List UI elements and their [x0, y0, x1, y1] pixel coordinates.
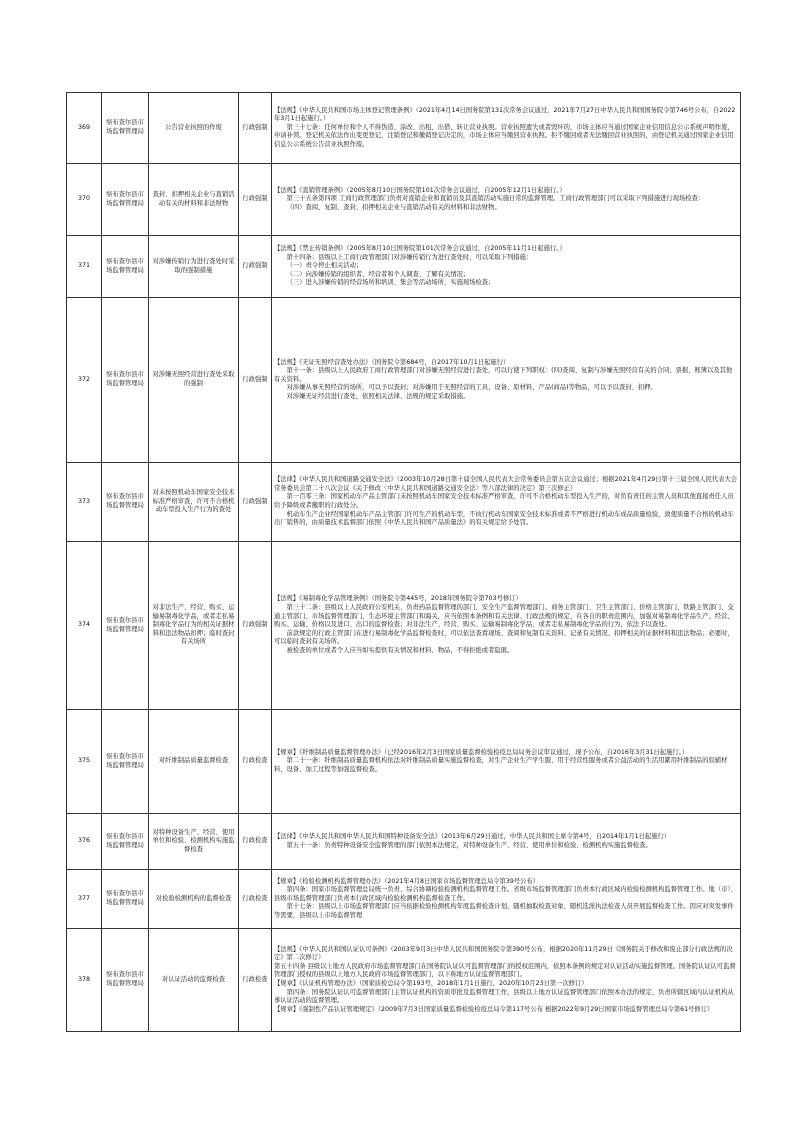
basis-paragraph: 【法规】《直销管理条例》（2005年8月10日国务院第101次常务会议通过，自2005年12月1日起施行。） [274, 186, 566, 194]
power-item-cell: 查封、扣押相关企业与直销活动有关的材料和非法财物 [149, 164, 239, 236]
basis-paragraph: 第十四条：县级以上工商行政管理部门对涉嫌传销行为进行查处时，可以采取下列措施： [286, 253, 533, 261]
power-item-cell: 对纤维制品质量监督检查 [149, 710, 239, 814]
legal-basis-cell [272, 710, 741, 814]
department-cell: 察布查尔县市场监督管理局 [102, 929, 149, 1032]
legal-basis-cell [272, 870, 741, 929]
basis-paragraph: 【规章】《强制性产品认证管理规定》（2009年7月3日国家质量监督检验检疫总局令第117号公布 根据2022年9月29日国家市场监督管理总局令第61号修订） [274, 1005, 714, 1013]
power-type-cell: 行政强制 [239, 542, 272, 710]
row-number: 371 [67, 236, 102, 298]
table-row [67, 298, 741, 463]
basis-paragraph: 【法规】《中华人民共和国认证认可条例》（2003年9月3日中华人民共和国国务院令第390号公布，根据2020年11月29日《国务院关于修改和废止部分行政法规的决定》第二次修订） [274, 945, 733, 962]
basis-paragraph: 第四条：国务院认证认可监督管理部门主管认证机构的资质审批及监督管理工作，县级以上地方认证监督管理部门依照本办法的规定，负责所辖区域内认证机构从事认证活动的监督管理。 [274, 988, 734, 1005]
department-cell: 察布查尔县市场监督管理局 [102, 710, 149, 814]
row-number: 378 [67, 929, 102, 1032]
legal-basis-cell [272, 93, 741, 164]
basis-paragraph: 【法规】《中华人民共和国市场主体登记管理条例》（2021年4月14日国务院第131次常务会议通过，2021年7月27日中华人民共和国国务院令第746号公布，自2022年3月1日起施行。） [274, 106, 736, 123]
department-cell: 察布查尔县市场监督管理局 [102, 870, 149, 929]
row-number: 375 [67, 710, 102, 814]
power-item-cell: 公告营业执照的作废 [149, 93, 239, 164]
basis-paragraph: （四）查阅、复制、查封、扣押相关企业与直销活动有关的材料和非法财物。 [286, 203, 501, 211]
power-type-cell: 行政强制 [239, 298, 272, 463]
basis-paragraph: 被检查的单位或者个人应当如实提供有关情况和材料、物品，不得拒绝或者隐匿。 [286, 646, 514, 654]
basis-paragraph: 第三十七条：任何单位和个人不得伪造、涂改、出租、出借、转让营业执照。营业执照遗失或者毁坏的，市场主体应当通过国家企业信用信息公示系统声明作废，申请补领。登记机关依法作出变更登记、注销登记和撤销登记决定的，市场主体应当缴回营业执照。拒不缴回或者无法缴回营业执照的，由登记机关通过国家企业信用信息公示系统公告营业执照作废。 [274, 123, 734, 148]
power-type-cell: 行政强制 [239, 236, 272, 298]
power-type-cell: 行政检查 [239, 814, 272, 870]
power-type-cell: 行政检查 [239, 929, 272, 1032]
power-item-cell: 对涉嫌传销行为进行查处时采取的强制措施 [149, 236, 239, 298]
basis-paragraph: 【法规】《无证无照经营查处办法》（国务院令第684号，自2017年10月1日起施行） [274, 358, 510, 366]
basis-paragraph: 第十一条：县级以上人民政府工商行政管理部门对涉嫌无照经营进行查处，可以行使下列职权：(四)查阅、复制与涉嫌无照经营有关的合同、票据、账簿以及其他有关资料。 [274, 367, 733, 383]
basis-paragraph: 第五十一条：负责特种设备安全监督管理的部门依照本法规定，对特种设备生产、经营、使用单位和检验、检测机构实施监督检查。 [286, 841, 652, 849]
row-number: 372 [67, 298, 102, 463]
basis-paragraph: 第五十四条 县级以上地方人民政府市场监督管理部门在国务院认证认可监督管理部门的授权范围内，依照本条例的规定对认证活动实施监督管理。国务院认证认可监督管理部门授权的县级以上地方人民政府市场监督管理部门，以下称地方认证监督管理部门。 [274, 962, 736, 979]
basis-paragraph: 第一百零三条：国家机动车产品主管部门未按照机动车国家安全技术标准严格审查，许可不合格机动车型投入生产的，对负有责任的主管人员和其他直接责任人员给予降级或者撤职的行政处分。 [274, 493, 734, 509]
power-list-table [66, 92, 741, 1032]
department-cell: 察布查尔县市场监督管理局 [102, 164, 149, 236]
basis-paragraph: 对涉嫌无证经营进行查处，依照相关法律、法规的规定采取措施。 [286, 392, 470, 400]
table-row [67, 542, 741, 710]
department-cell: 察布查尔县市场监督管理局 [102, 463, 149, 542]
power-item-cell: 对未按照机动车国家安全技术标准严格审查，许可不合格机动车型投入生产行为的查处 [149, 463, 239, 542]
table-row [67, 814, 741, 870]
row-number: 373 [67, 463, 102, 542]
basis-paragraph: 第三十五条第四项 工商行政管理部门负责对直销企业和直销员及其直销活动实施日常的监督管理。工商行政管理部门可以采取下列措施进行现场检查： [286, 195, 705, 203]
basis-paragraph: 第四条：国家市场监督管理总局统一负责、综合协调检验检测机构监督管理工作。省级市场监督管理部门负责本行政区域内检验检测机构监督管理工作。地（市）、县级市场监督管理部门负责本行政区域内检验检测机构监督检查工作。 [274, 886, 737, 902]
basis-paragraph: 第十七条：县级以上市场监督管理部门应当依据检验检测机构年度监督检查计划，随机抽取检查对象、随机选派执法检查人员开展监督检查工作。因应对突发事件等需要，县级以上市场监督管理 [274, 903, 734, 919]
legal-basis-cell [272, 164, 741, 236]
power-type-cell: 行政检查 [239, 870, 272, 929]
department-cell: 察布查尔县市场监督管理局 [102, 236, 149, 298]
table-row [67, 93, 741, 164]
power-type-cell: 行政强制 [239, 463, 272, 542]
row-number: 376 [67, 814, 102, 870]
basis-paragraph: （一）责令停止相关活动； [286, 262, 363, 270]
department-cell: 察布查尔县市场监督管理局 [102, 93, 149, 164]
power-type-cell: 行政强制 [239, 164, 272, 236]
legal-basis-cell [272, 298, 741, 463]
legal-basis-cell [272, 236, 741, 298]
power-item-cell: 对涉嫌无照经营进行查处采取的强制 [149, 298, 239, 463]
legal-basis-cell [272, 463, 741, 542]
basis-paragraph: （二）向涉嫌传销的组织者、经营者和个人调查、了解有关情况； [286, 270, 470, 278]
basis-paragraph: 【法规】《禁止传销条例》（2005年8月10日国务院第101次常务会议通过，自2005年11月1日起施行。） [274, 245, 566, 253]
power-item-cell: 对检验检测机构的监督检查 [149, 870, 239, 929]
power-type-cell: 行政检查 [239, 710, 272, 814]
legal-basis-cell [272, 542, 741, 710]
power-item-cell: 对特种设备生产、经营、使用单位和检验、检测机构实施监督检查 [149, 814, 239, 870]
row-number: 369 [67, 93, 102, 164]
department-cell: 察布查尔县市场监督管理局 [102, 298, 149, 463]
basis-paragraph: 【法规】《易制毒化学品管理条例》（国务院令第445号，2018年国务院令第703号修订） [274, 595, 522, 603]
power-item-cell: 对非法生产、经营、购买、运输易制毒化学品，或者走私易制毒化学品行为的相关证据材料和违法物品扣押；临时查封有关场所 [149, 542, 239, 710]
basis-paragraph: 【规章】《认证机构管理办法》（国家质检总局令第193号，2018年1月1日施行，2020年10月23日第一次修订） [274, 980, 588, 987]
basis-paragraph: 第三十二条：县级以上人民政府公安机关、负责药品监督管理的部门、安全生产监督管理部门、商务主管部门、卫生主管部门、价格主管部门、铁路主管部门、交通主管部门、市场监督管理部门、生态环境主管部门和海关，应当依照本条例和有关法律、行政法规的规定，在各自的职责范围内，加强对易制毒化学品生产、经营、购买、运输、价格以及进口、出口的监督检查；对非法生产、经营、购买、运输易制毒化学品，或者走私易制毒化学品的行为，依法予以查处。 [274, 604, 734, 629]
power-type-cell: 行政强制 [239, 93, 272, 164]
department-cell: 察布查尔县市场监督管理局 [102, 814, 149, 870]
basis-paragraph: 对涉嫌从事无照经营的场所，可以予以查封；对涉嫌用于无照经营的工具、设备、原材料、产品(商品)等物品，可以予以查封、扣押。 [286, 384, 657, 392]
basis-paragraph: 机动车生产企业经国家机动车产品主管部门许可生产的机动车型，不执行机动车国家安全技术标准或者不严格进行机动车成品质量检验，致使质量不合格的机动车出厂销售的，由质量技术监督部门依照《中华人民共和国产品质量法》的有关规定给予处罚。 [274, 510, 734, 527]
basis-paragraph: 第二十一条：纤维制品质量监督机构依法对纤维制品质量实施监督检查，对生产企业生产学生服、用于经营性服务或者公益活动的生活用絮用纤维制品的原辅材料、设备、加工过程等加强监督检查。 [274, 757, 728, 773]
table-row [67, 463, 741, 542]
department-cell: 察布查尔县市场监督管理局 [102, 542, 149, 710]
basis-paragraph: 【法律】《中华人民共和国中华人民共和国特种设备安全法》（2013年6月29日通过，中华人民共和国主席令第4号，自2014年1月1日起施行） [274, 832, 671, 840]
table-row [67, 870, 741, 929]
power-item-cell: 对认证活动的监督检查 [149, 929, 239, 1032]
row-number: 370 [67, 164, 102, 236]
basis-paragraph: 【规章】《检验检测机构监督管理办法》（2021年4月8日国家市场监督管理总局令第39号公布） [274, 877, 540, 885]
legal-basis-cell [272, 814, 741, 870]
table-row [67, 929, 741, 1032]
table-row [67, 710, 741, 814]
basis-paragraph: 前款规定的行政主管部门在进行易制毒化学品监督检查时，可以依法查看现场、查阅和复制有关资料、记录有关情况、扣押相关的证据材料和违法物品；必要时，可以临时查封有关场所。 [274, 629, 734, 646]
row-number: 377 [67, 870, 102, 929]
basis-paragraph: 【法律】《中华人民共和国道路交通安全法》（2003年10月28日第十届全国人民代表大会常务委员会第五次会议通过；根据2021年4月29日第十三届全国人民代表大会常务委员会第二十八次会议《关于修改〈中华人民共和国道路交通安全法〉等八部法律的决定》第三次修正） [274, 476, 738, 492]
table-row [67, 164, 741, 236]
basis-paragraph: （三）进入涉嫌传销的经营场所和培训、集会等活动场所，实施现场检查； [286, 279, 495, 287]
legal-basis-cell [272, 929, 741, 1032]
row-number: 374 [67, 542, 102, 710]
basis-paragraph: 【规章】《纤维制品质量监督管理办法》（已经2016年2月3日国家质量监督检验检疫总局局务会议审议通过，现予公布，自2016年3月31日起施行。） [274, 748, 689, 756]
table-row [67, 236, 741, 298]
